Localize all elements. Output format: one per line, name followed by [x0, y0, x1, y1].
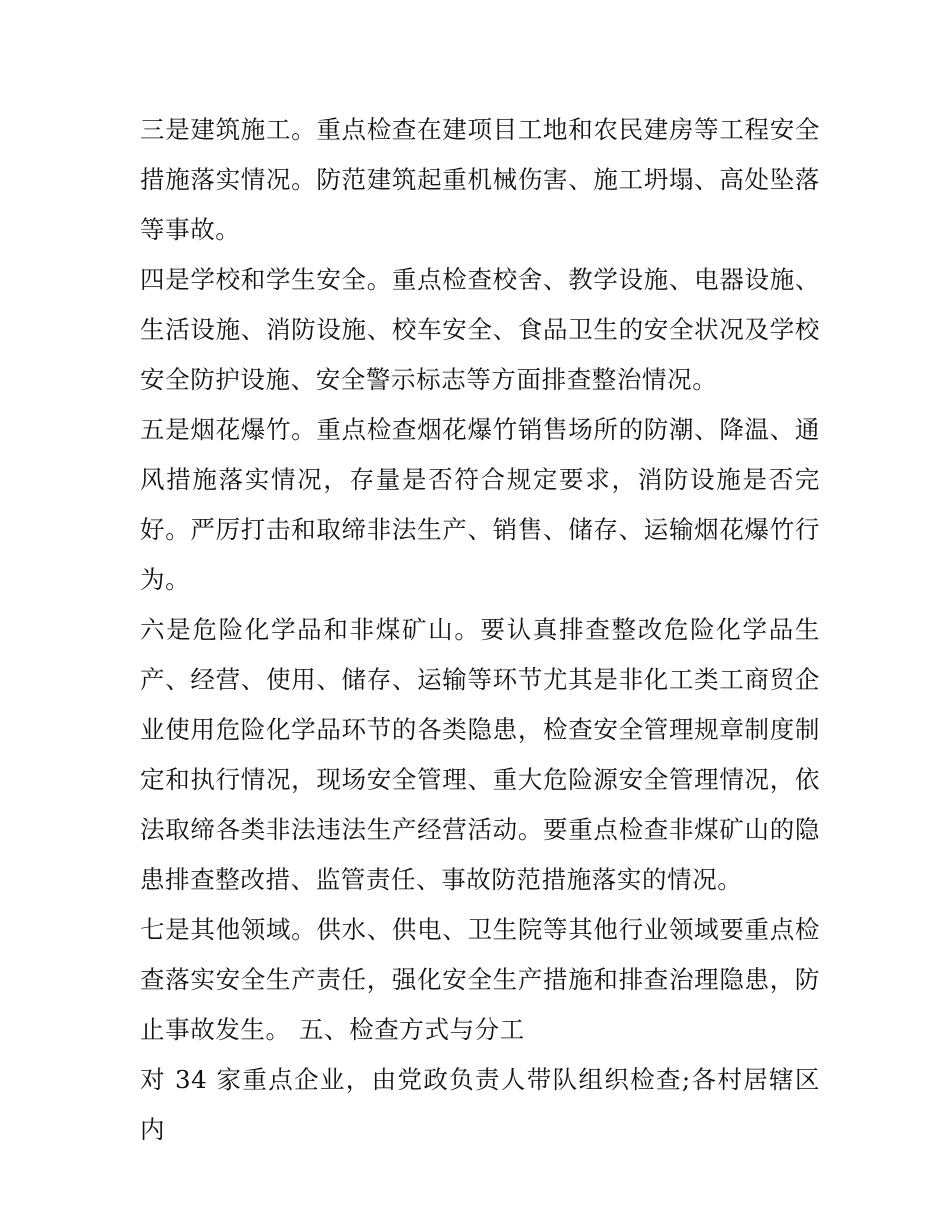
paragraph-fireworks: 五是烟花爆竹。重点检查烟花爆竹销售场所的防潮、降温、通风措施落实情况，存量是否符合规定要求，消防设施是否完好。严厉打击和取缔非法生产、销售、储存、运输烟花爆竹行为。 — [140, 415, 820, 594]
document-body — [140, 105, 820, 1155]
paragraph-hazardous-chemicals: 六是危险化学品和非煤矿山。要认真排查整改危险化学品生产、经营、使用、储存、运输等环节尤其是非化工类工商贸企业使用危险化学品环节的各类隐患，检查安全管理规章制度制定和执行情况，现场安全管理、重大危险源安全管理情况，依法取缔各类非法违法生产经营活动。要重点检查非煤矿山的隐患排查整改措、监管责任、事故防范措施落实的情况。 — [140, 615, 820, 894]
paragraph-other-fields: 七是其他领域。供水、供电、卫生院等其他行业领域要重点检查落实安全生产责任，强化安全生产措施和排查治理隐患，防止事故发生。 五、检查方式与分工 — [140, 915, 820, 1044]
paragraph-school-safety: 四是学校和学生安全。重点检查校舍、教学设施、电器设施、生活设施、消防设施、校车安全、食品卫生的安全状况及学校安全防护设施、安全警示标志等方面排查整治情况。 — [140, 265, 820, 394]
paragraph-inspection-method: 对 34 家重点企业，由党政负责人带队组织检查;各村居辖区内 — [140, 1065, 820, 1144]
paragraph-construction: 三是建筑施工。重点检查在建项目工地和农民建房等工程安全措施落实情况。防范建筑起重机械伤害、施工坍塌、高处坠落等事故。 — [140, 115, 820, 244]
